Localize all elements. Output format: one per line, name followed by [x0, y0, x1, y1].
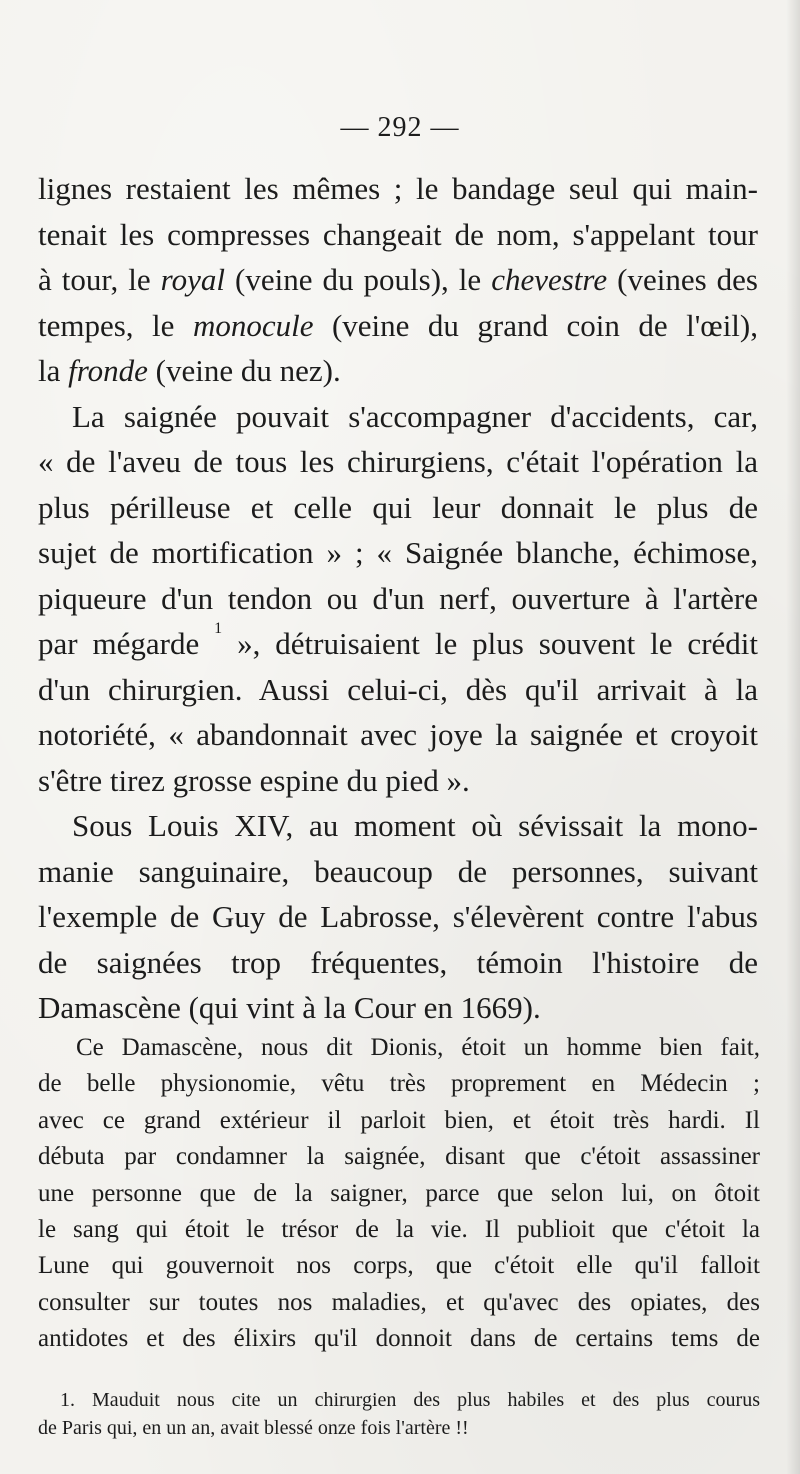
text-line: notoriété, « abandonnait avec joye la saignée et croyoit [38, 717, 758, 752]
quote-line: une personne que de la saigner, parce que selon lui, on ôtoit [38, 1179, 760, 1207]
text-run: tempes, le [38, 307, 193, 343]
page-number: — 292 — [340, 112, 460, 143]
quote-line: antidotes et des élixirs qu'il donnoit dans de certains tems de [38, 1325, 760, 1353]
quote-line: de belle physionomie, vêtu très proprement en Médecin ; [38, 1070, 760, 1098]
block-quote [38, 1030, 760, 1358]
quote-line: avec ce grand extérieur il parloit bien, et étoit très hardi. Il [38, 1106, 760, 1134]
text-line: s'être tirez grosse espine du pied ». [38, 762, 470, 798]
text-line: « de l'aveu de tous les chirurgiens, c'était l'opération la [38, 444, 758, 479]
footnote-ref[interactable]: 1 [214, 620, 223, 637]
text-line: piqueure d'un tendon ou d'un nerf, ouverture à l'artère [38, 580, 758, 616]
text-run: (veine du pouls), le [224, 262, 492, 297]
text-run: (veine du grand coin de l'œil), [313, 307, 758, 343]
text-line: plus périlleuse et celle qui leur donnait le plus de [38, 489, 758, 525]
footnote-line: de Paris qui, en un an, avait blessé onze fois l'artère !! [38, 1417, 469, 1439]
text-run: », détruisaient le plus souvent le crédit [222, 626, 759, 661]
paragraph-1 [38, 166, 758, 394]
quote-line: Lune qui gouvernoit nos corps, que c'étoit elle qu'il falloit [38, 1252, 760, 1280]
page-edge-shadow [786, 0, 800, 1474]
italic-term: chevestre [491, 262, 608, 297]
italic-term: monocule [192, 307, 314, 343]
text-run: (veine du nez). [147, 353, 341, 388]
text-line: La saignée pouvait s'accompagner d'accidents, car, [72, 398, 758, 434]
text-run: à tour, le [38, 262, 161, 297]
footnote [38, 1386, 760, 1442]
text-line: d'un chirurgien. Aussi celui-ci, dès qu'il arrivait à la [38, 671, 758, 707]
text-line: lignes restaient les mêmes ; le bandage seul qui main- [38, 171, 758, 206]
text-line [38, 348, 758, 394]
text-line: de saignées trop fréquentes, témoin l'histoire de [38, 944, 758, 980]
text-run: (veines des [607, 262, 758, 297]
text-line: Damascène (qui vint à la Cour en 1669). [38, 990, 541, 1025]
text-line: Sous Louis XIV, au moment où sévissait la mono- [72, 808, 758, 843]
text-line: l'exemple de Guy de Labrosse, s'élevèrent contre l'abus [38, 899, 758, 934]
quote-line: Ce Damascène, nous dit Dionis, étoit un homme bien fait, [76, 1034, 760, 1061]
body-text [38, 166, 758, 1031]
italic-term: royal [160, 262, 225, 297]
text-run: la [38, 353, 69, 388]
paragraph-2 [38, 394, 758, 804]
text-line [38, 621, 758, 667]
text-line [38, 257, 758, 303]
quote-line: le sang qui étoit le trésor de la vie. Il publioit que c'étoit la [38, 1215, 760, 1243]
text-line [38, 303, 758, 349]
text-line: tenait les compresses changeait de nom, s'appelant tour [38, 216, 758, 252]
text-line: manie sanguinaire, beaucoup de personnes, suivant [38, 853, 758, 889]
text-run: par mégarde [38, 626, 215, 661]
quote-line: débuta par condamner la saignée, disant que c'étoit assassiner [38, 1143, 760, 1171]
italic-term: fronde [68, 353, 148, 388]
quote-line: consulter sur toutes nos maladies, et qu'avec des opiates, des [38, 1288, 760, 1316]
text-line: sujet de mortification » ; « Saignée blanche, échimose, [38, 535, 758, 570]
footnote-line: 1. Mauduit nous cite un chirurgien des plus habiles et des plus courus [60, 1389, 760, 1411]
paragraph-3 [38, 803, 758, 1031]
